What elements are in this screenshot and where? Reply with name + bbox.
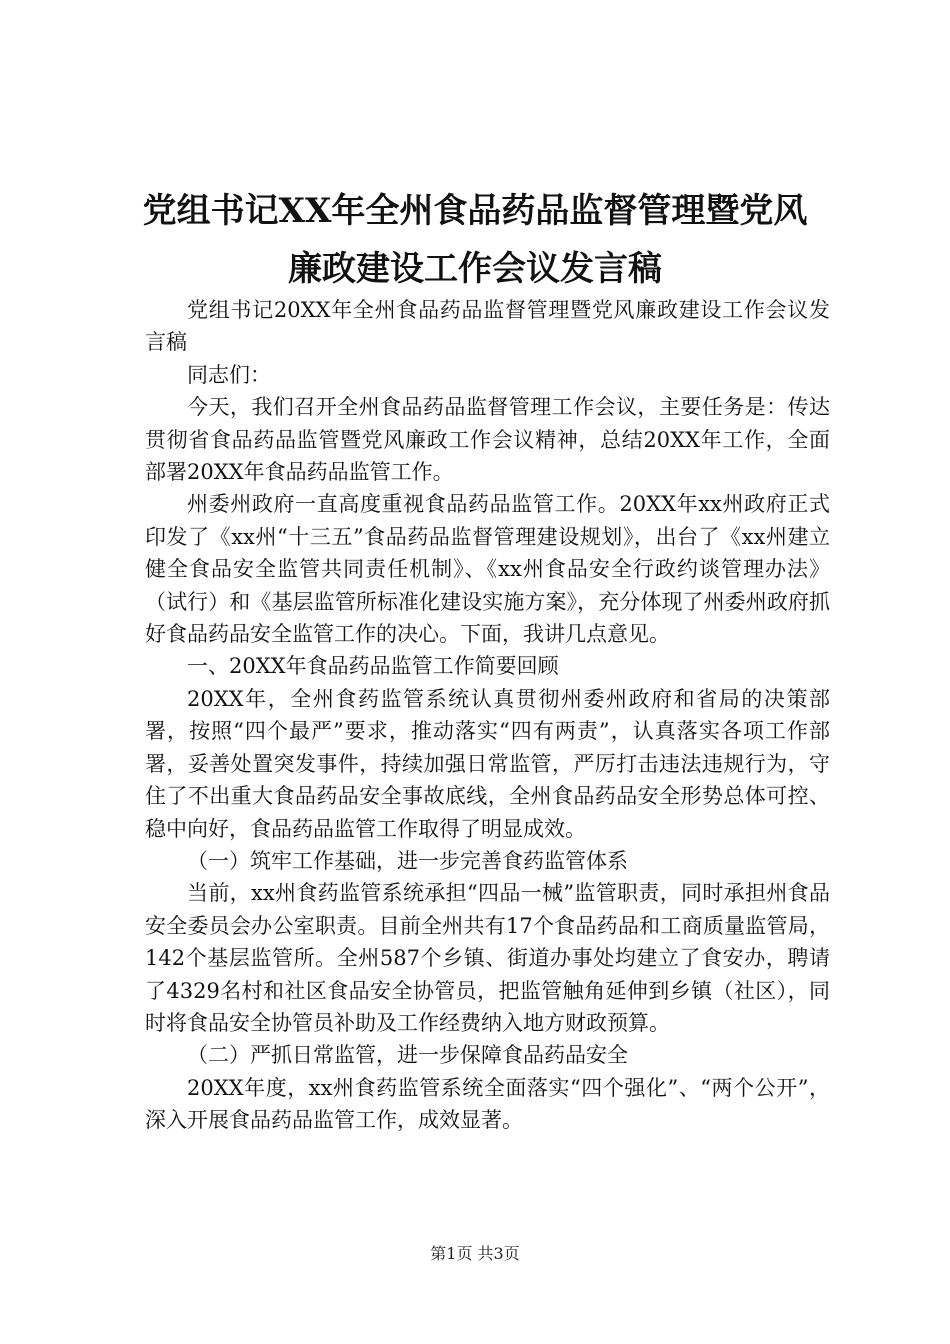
paragraph: 20XX年度，xx州食药监管系统全面落实“四个强化”、“两个公开”，深入开展食品药品监管工作，成效显著。 — [145, 1075, 830, 1133]
subsection-heading: （二）严抓日常监管，进一步保障食品药品安全 — [187, 1043, 628, 1068]
document-title-line-2: 廉政建设工作会议发言稿 — [288, 249, 662, 289]
document-body — [145, 294, 830, 1137]
paragraph-subtitle: 党组书记20XX年全州食品药品监督管理暨党风廉政建设工作会议发言稿 — [145, 298, 830, 355]
section-heading: 一、20XX年食品药品监管工作简要回顾 — [187, 654, 559, 679]
paragraph: 今天，我们召开全州食品药品监督管理工作会议，主要任务是：传达贯彻省食品药品监管暨党风廉政工作会议精神，总结20XX年工作，全面部署20XX年食品药品监管工作。 — [145, 395, 830, 485]
document-title-line-1: 党组书记XX年全州食品药品监督管理暨党风 — [142, 191, 808, 231]
paragraph: 20XX年，全州食药监管系统认真贯彻州委州政府和省局的决策部署，按照“四个最严”要求，推动落实“四有两责”，认真落实各项工作部署，妥善处置突发事件，持续加强日常监管，严厉打击违法违规行为，守住了不出重大食品药品安全事故底线，全州食品药品安全形势总体可控、稳中向好，食品药品监管工作取得了明显成效。 — [145, 686, 830, 841]
paragraph: 当前，xx州食药监管系统承担“四品一械”监管职责，同时承担州食品安全委员会办公室职责。目前全州共有17个食品药品和工商质量监管局，142个基层监管所。全州587个乡镇、街道办事处均建立了食安办，聘请了4329名村和社区食品安全协管员，把监管触角延伸到乡镇（社区），同时将食品安全协管员补助及工作经费纳入地方财政预算。 — [145, 881, 830, 1035]
page-number-footer: 第1页 共3页 — [430, 1244, 520, 1263]
paragraph-salutation: 同志们： — [187, 362, 271, 387]
subsection-heading: （一）筑牢工作基础，进一步完善食药监管体系 — [187, 848, 628, 873]
paragraph: 州委州政府一直高度重视食品药品监管工作。20XX年xx州政府正式印发了《xx州“十三五”食品药品监督管理建设规划》，出台了《xx州建立健全食品安全监管共同责任机制》、《xx州食品安全行政约谈管理办法》（试行）和《基层监管所标准化建设实施方案》，充分体现了州委州政府抓好食品药品安全监管工作的决心。下面，我讲几点意见。 — [145, 492, 830, 647]
